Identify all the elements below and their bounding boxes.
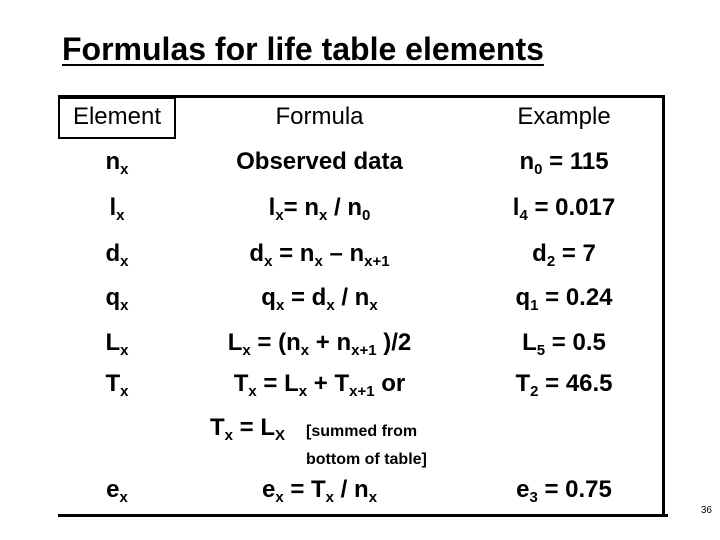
formula-cell: $q_x = d_x / n_x$ [261,284,378,314]
element-cell: $q_x$ [105,284,129,314]
formula-cell: $L_x = (n_x + n_{x+1}$ )/2 [227,329,412,359]
header-element: Element [72,103,162,130]
formula-cell: $e_x = T_x / n_x$ [261,476,378,506]
header-formula: Formula [275,103,364,130]
page-number: 36 [700,505,712,516]
element-cell: $e_x$ [106,476,128,506]
element-cell: $T_x$ [105,370,129,400]
formula-note: [summed from bottom of table] [306,423,427,468]
element-cell: $l_x$ [109,194,125,224]
example-cell: $T_2 = 46.5$ [515,370,613,400]
example-cell: $n_0 = 115$ [519,148,609,178]
example-cell: $q_1 = 0.24$ [515,284,613,314]
formula-cell: $l_x= n_x / n_0$ [268,194,371,224]
slide-title: Formulas for life table elements [62,31,544,67]
formula-cell: $T_x = L_x + T_{x+1}$ or [233,370,406,400]
example-cell: $e_3 = 0.75$ [516,476,612,506]
header-example: Example [517,103,611,130]
example-cell: $d_2 = 7$ [532,240,596,270]
element-cell: $n_x$ [105,148,129,178]
formula-cell: $d_x = n_x - n_{x+1}$ [249,240,390,270]
formula-cell: Observed data [236,148,403,175]
table-bottom-border [58,514,668,517]
element-cell: $d_x$ [105,240,129,270]
example-cell: $L_5 = 0.5$ [522,329,606,359]
example-cell: $l_4 = 0.017$ [512,194,616,224]
element-cell: $L_x$ [105,329,129,359]
formula-cell-Tx-line2: $T_x = L_X$ [210,414,286,444]
table-header-row [58,97,665,139]
